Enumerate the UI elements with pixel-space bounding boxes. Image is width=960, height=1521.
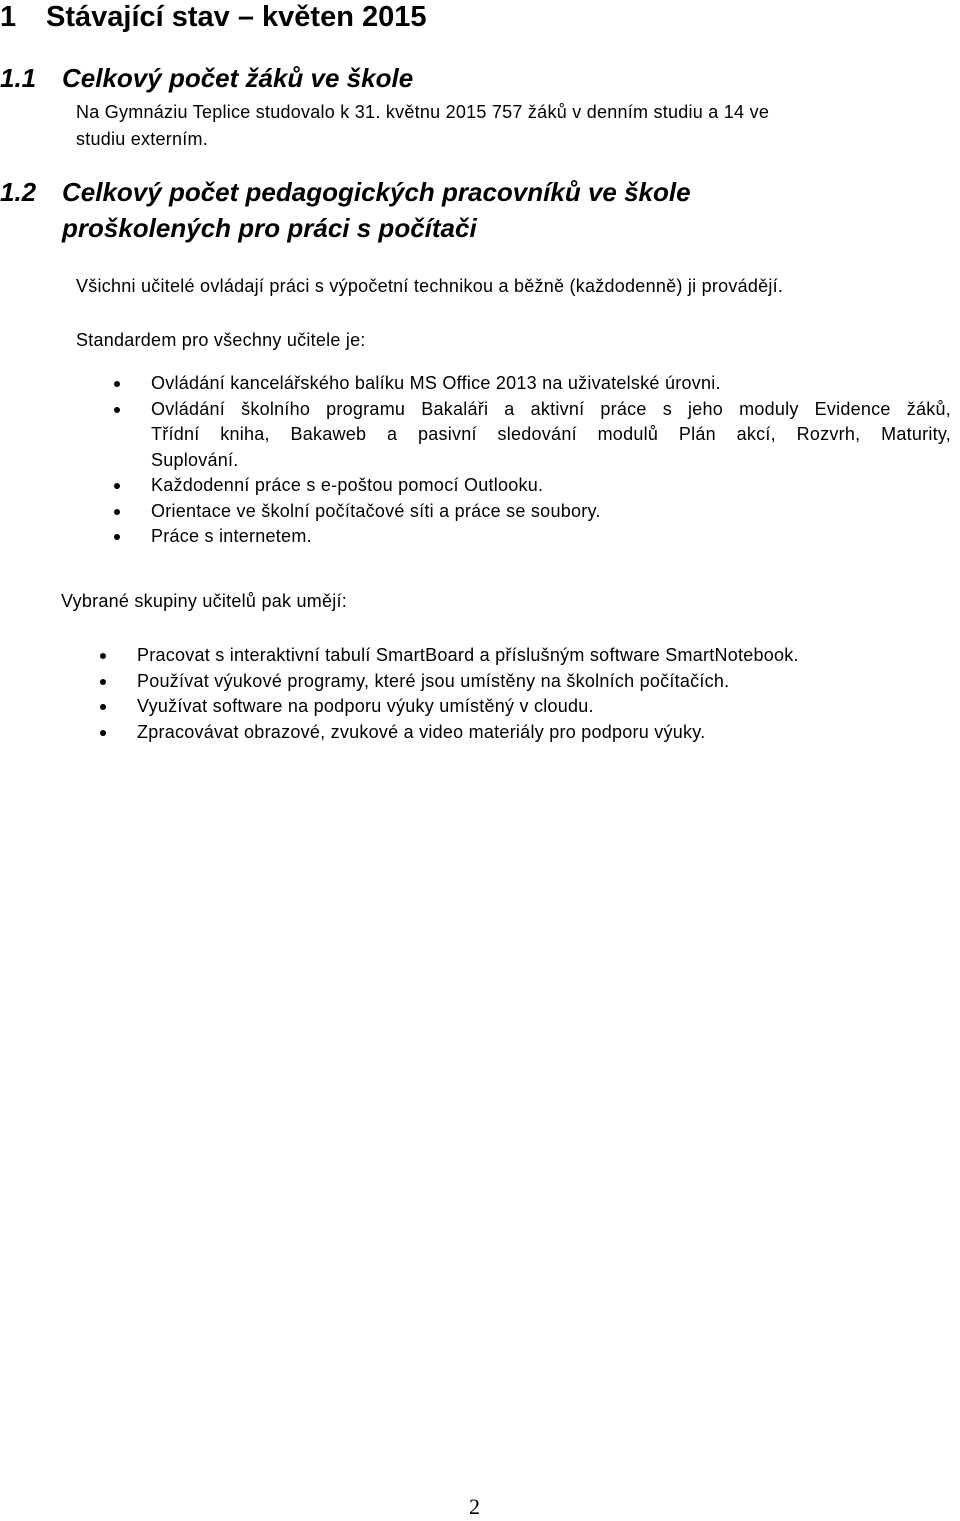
heading-1-1-text: Celkový počet žáků ve škole	[62, 63, 414, 93]
students-paragraph-line-1: Na Gymnáziu Teplice studovalo k 31. květnu 2015 757 žáků v denním studiu a 14 ve	[76, 102, 770, 122]
bullet-icon	[100, 679, 106, 685]
list-item: Pracovat s interaktivní tabulí SmartBoard a příslušným software SmartNotebook.	[137, 643, 937, 669]
bullet-icon	[100, 653, 106, 659]
heading-1-2	[0, 174, 691, 210]
bullet-icon	[114, 407, 120, 413]
heading-1-1	[0, 60, 413, 96]
heading-1-text: Stávající stav – květen 2015	[46, 1, 427, 33]
list-item: Využívat software na podporu výuky umístěný v cloudu.	[137, 694, 937, 720]
list-item: Používat výukové programy, které jsou umístěny na školních počítačích.	[137, 669, 937, 695]
page-number: 2	[469, 1494, 480, 1519]
heading-1-2-text-line-2: proškolených pro práci s počítači	[62, 213, 477, 243]
bullet-icon	[114, 534, 120, 540]
selected-skills-list	[137, 643, 937, 745]
bullet-icon	[100, 704, 106, 710]
list-item: Orientace ve školní počítačové síti a práce se soubory.	[151, 499, 951, 525]
students-paragraph-line-2: studiu externím.	[76, 129, 209, 149]
bullet-icon	[114, 381, 120, 387]
list-item-continuation: Suplování.	[151, 449, 239, 470]
list-item: Práce s internetem.	[151, 524, 951, 550]
all-teachers-paragraph: Všichni učitelé ovládají práci s výpočetní technikou a běžně (každodenně) ji provádějí.	[76, 276, 784, 296]
heading-1-number: 1	[0, 1, 17, 33]
selected-groups-paragraph: Vybrané skupiny učitelů pak umějí:	[61, 591, 347, 611]
heading-1	[0, 0, 426, 36]
heading-1-2-number: 1.2	[0, 177, 37, 207]
list-item: Ovládání kancelářského balíku MS Office 2013 na uživatelské úrovni.	[151, 371, 951, 397]
heading-1-1-number: 1.1	[0, 63, 37, 93]
bullet-icon	[100, 730, 106, 736]
heading-1-2-text-line-1: Celkový počet pedagogických pracovníků ve škole	[62, 177, 691, 207]
standard-intro-paragraph: Standardem pro všechny učitele je:	[76, 330, 366, 350]
list-item: Každodenní práce s e-poštou pomocí Outlooku.	[151, 473, 951, 499]
bullet-icon	[114, 509, 120, 515]
list-item: Zpracovávat obrazové, zvukové a video materiály pro podporu výuky.	[137, 720, 937, 746]
bullet-icon	[114, 483, 120, 489]
standard-skills-list	[151, 371, 951, 550]
list-item-continuation: Třídní kniha, Bakaweb a pasivní sledování modulů Plán akcí, Rozvrh, Maturity,	[151, 424, 951, 444]
list-item: Ovládání školního programu Bakaláři a aktivní práce s jeho moduly Evidence žáků,	[151, 397, 951, 423]
